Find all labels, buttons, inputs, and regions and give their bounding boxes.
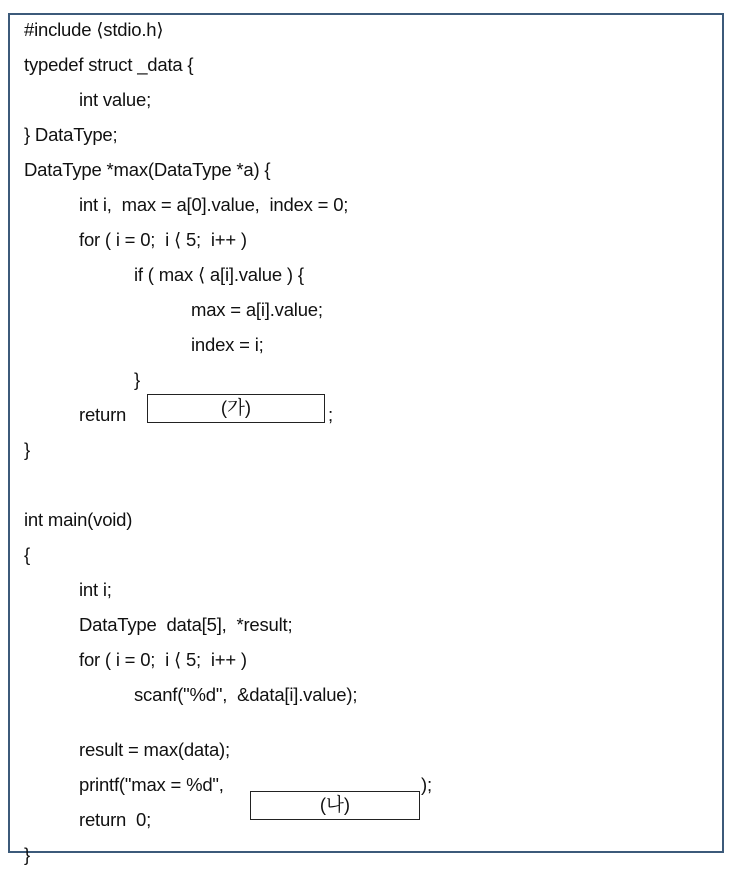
code-line-main-for: for ( i = 0; i ⟨ 5; i++ ): [79, 649, 247, 670]
code-line-main-int-i: int i;: [79, 579, 112, 600]
code-line-if-close: }: [134, 369, 140, 390]
code-line-int-value: int value;: [79, 89, 152, 110]
blank-box-ga: (가): [147, 394, 325, 423]
code-line-return-semicolon: ;: [328, 404, 333, 425]
code-line-return-keyword: return: [79, 404, 127, 425]
code-listing: [10, 15, 432, 865]
code-line-main-open: {: [24, 544, 30, 565]
code-line-main-close: }: [24, 844, 30, 865]
code-line-assign-index: index = i;: [191, 334, 264, 355]
code-line-return-zero: return 0;: [79, 809, 152, 830]
code-line-scanf: scanf("%d", &data[i].value);: [134, 684, 358, 705]
code-line-max-for: for ( i = 0; i ⟨ 5; i++ ): [79, 229, 247, 250]
blank-box-na: (나): [250, 791, 420, 820]
code-line-printf: printf("max = %d",: [79, 774, 224, 795]
code-line-printf-close: );: [421, 774, 432, 795]
code-line-assign-max: max = a[i].value;: [191, 299, 323, 320]
code-line-main-signature: int main(void): [24, 509, 133, 530]
code-line-struct-close: } DataType;: [24, 124, 118, 145]
code-line-main-data-decl: DataType data[5], *result;: [79, 614, 293, 635]
code-line-max-decl: int i, max = a[0].value, index = 0;: [79, 194, 349, 215]
code-line-if: if ( max ⟨ a[i].value ) {: [134, 264, 304, 285]
code-line-typedef: typedef struct _data {: [24, 54, 194, 75]
code-line-max-signature: DataType *max(DataType *a) {: [24, 159, 271, 180]
code-line-include: #include ⟨stdio.h⟩: [24, 19, 164, 40]
code-box: [8, 13, 724, 865]
code-line-max-close: }: [24, 439, 30, 460]
code-line-result-assign: result = max(data);: [79, 739, 230, 760]
